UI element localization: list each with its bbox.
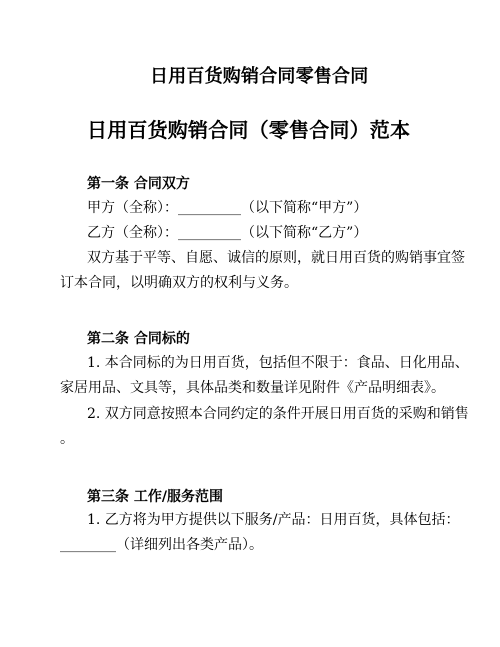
subject-line-2: 家居用品、文具等，具体品类和数量详见附件《产品明细表》。	[60, 380, 445, 396]
party-b-line: 乙方（全称）：_________（以下简称“乙方”）	[87, 225, 368, 241]
subject-line-4: 。	[60, 431, 74, 447]
document-subtitle: 日用百货购销合同（零售合同）范本	[87, 118, 411, 142]
scope-line-2: ________（详细列出各类产品）。	[60, 537, 263, 553]
subject-line-1: 1. 本合同标的为日用百货，包括但不限于：食品、日化用品、	[87, 355, 469, 371]
section-heading-parties: 第一条 合同双方	[87, 176, 190, 192]
document-title: 日用百货购销合同零售合同	[150, 66, 369, 87]
party-a-line: 甲方（全称）：_________（以下简称“甲方”）	[87, 200, 368, 216]
section-heading-subject: 第二条 合同标的	[87, 331, 190, 347]
subject-line-3: 2. 双方同意按照本合同约定的条件开展日用百货的采购和销售	[87, 406, 469, 422]
principles-line-2: 订本合同，以明确双方的权利与义务。	[60, 275, 298, 291]
principles-line-1: 双方基于平等、自愿、诚信的原则，就日用百货的购销事宜签	[87, 250, 465, 266]
scope-line-1: 1. 乙方将为甲方提供以下服务/产品：日用百货，具体包括：	[87, 512, 460, 528]
section-heading-scope: 第三条 工作/服务范围	[87, 489, 223, 505]
